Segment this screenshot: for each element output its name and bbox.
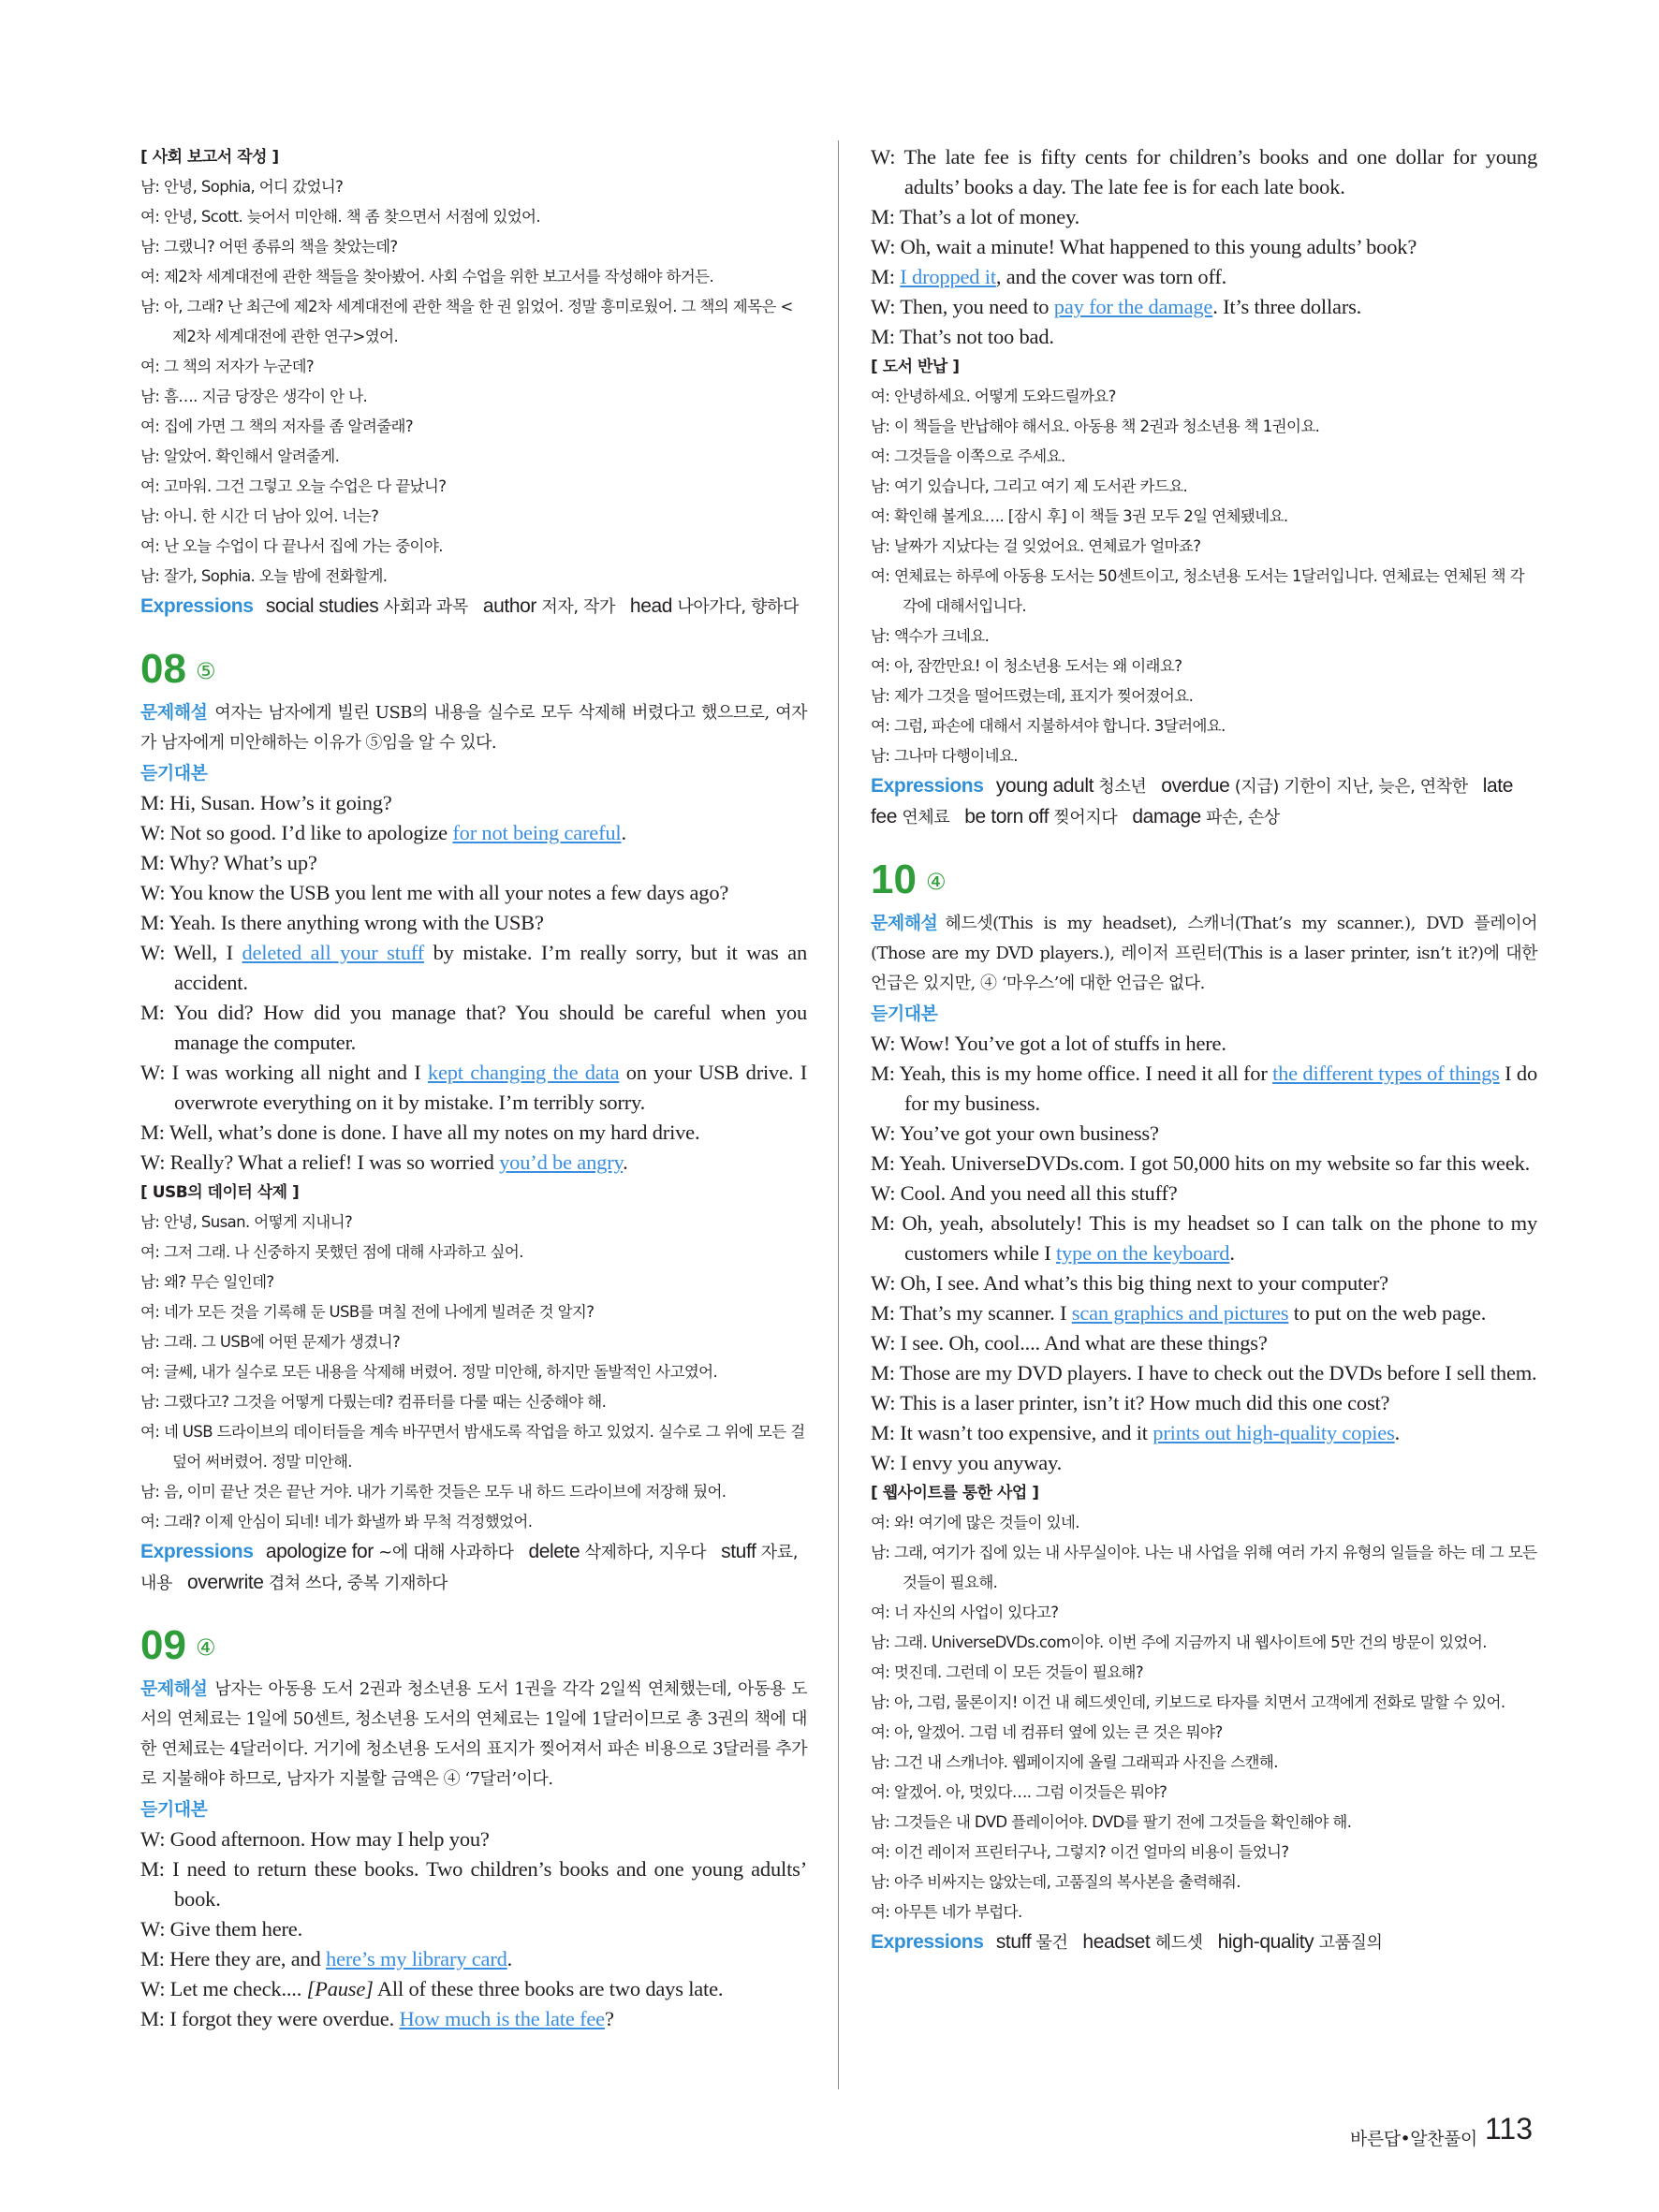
key-phrase: scan graphics and pictures [1071,1301,1289,1325]
translation-line: 남: 그건 내 스캐너야. 웹페이지에 올릴 그래픽과 사진을 스캔해. [871,1753,1278,1771]
key-phrase: deleted all your stuff [242,941,424,964]
translation-line: 여: 연체료는 하루에 아동용 도서는 50센트이고, 청소년용 도서는 1달러입니다. 연체료는 연체된 책 각각에 대해서입니다. [871,567,1524,615]
key-phrase: you’d be angry [499,1150,624,1174]
q09-script-continued [871,142,1537,352]
footer-label: 바른답•알찬풀이 [1350,2129,1477,2149]
script-text: . [621,821,626,844]
translation-line: 여: 그럼, 파손에 대해서 지불하셔야 합니다. 3달러에요. [871,717,1226,735]
script-text: W: Let me check.... [140,1977,307,2000]
script-line: W: You know the USB you lent me with all your notes a few days ago? [140,881,729,904]
translation-line: 남: 안녕, Susan. 어떻게 지내니? [140,1213,353,1231]
script-text: M: That’s my scanner. I [871,1301,1072,1325]
report-translation [140,172,807,592]
translation-line: 여: 확인해 볼게요…. [잠시 후] 이 책들 3권 모두 2일 연체됐네요. [871,507,1288,525]
translation-line: 여: 네가 모든 것을 기록해 둔 USB를 며칠 전에 나에게 빌려준 것 알지? [140,1303,595,1321]
script-line [871,1209,1537,1268]
script-text: W: I was working all night and I [140,1061,428,1084]
translation-line: 여: 네 USB 드라이브의 데이터들을 계속 바꾸면서 밤새도록 작업을 하고 있었지. 실수로 그 위에 모든 걸 덮어 써버렸어. 정말 미안해. [140,1423,805,1471]
script-line [140,1148,807,1178]
key-phrase: I dropped it [900,265,996,288]
translation-line: 남: 아, 그럼, 물론이지! 이건 내 헤드셋인데, 키보드로 타자를 치면서 고객에게 전화로 말할 수 있어. [871,1693,1505,1711]
translation-line: 여: 너 자신의 사업이 있다고? [871,1604,1059,1621]
expression-meaning: 저자, 작가 [541,597,615,617]
translation-line: 남: 아니. 한 시간 더 남아 있어. 너는? [140,507,379,525]
stage-direction: [Pause] [306,1977,374,2000]
translation-line: 여: 그것들을 이쪽으로 주세요. [871,447,1065,465]
script-line [871,1298,1537,1328]
script-text: I do for my business. [904,1062,1537,1115]
expressions-label: Expressions [871,775,984,797]
script-line: M: I need to return these books. Two children’s books and one young adults’ book. [140,1857,807,1911]
translation-line: 여: 그 책의 저자가 누군데? [140,358,315,375]
question-10-heading [871,854,1537,908]
key-phrase: for not being careful [452,821,622,844]
translation-line: 여: 아무튼 네가 부럽다. [871,1903,1022,1921]
q08-script [140,788,807,1178]
expression-term: young adult [995,775,1094,797]
translation-line: 남: 그래, 여기가 집에 있는 내 사무실이야. 나는 내 사업을 위해 여러 가지 유형의 일들을 하는 데 그 모든 것들이 필요해. [871,1544,1537,1591]
expressions-4 [871,1927,1537,1958]
translation-line: 남: 그래. 그 USB에 어떤 문제가 생겼니? [140,1333,401,1351]
answer-mark: ④ [195,1634,216,1661]
translation-line: 여: 안녕하세요. 어떻게 도와드릴까요? [871,388,1116,405]
translation-line: 남: 알았어. 확인해서 알려줄게. [140,447,340,465]
key-phrase: prints out high-quality copies [1152,1421,1395,1444]
q10-explanation [871,908,1537,999]
script-line: M: Well, what’s done is done. I have all my notes on my hard drive. [140,1121,700,1144]
translation-line: 여: 알겠어. 아, 멋있다…. 그럼 이것들은 뭐야? [871,1783,1167,1801]
script-text: . [623,1150,628,1174]
key-phrase: the different types of things [1272,1062,1500,1085]
translation-line: 남: 음, 이미 끝난 것은 끝난 거야. 내가 기록한 것들은 모두 내 하드 드라이브에 저장해 뒀어. [140,1483,727,1501]
translation-line: 여: 그래? 이제 안심이 되네! 네가 화낼까 봐 무척 걱정했었어. [140,1513,533,1531]
key-phrase: pay for the damage [1053,295,1213,318]
expressions-label: Expressions [871,1931,984,1953]
translation-line: 남: 액수가 크네요. [871,627,990,645]
expression-meaning: 자료, 내용 [140,1543,799,1593]
answer-mark: ⑤ [195,658,216,684]
script-text: by mistake. I’m really sorry, but it was an accident. [174,941,807,994]
translation-line: 여: 아, 알겠어. 그럼 네 컴퓨터 옆에 있는 큰 것은 뭐야? [871,1723,1223,1741]
script-line: W: Give them here. [140,1917,302,1941]
script-text: ? [604,2007,614,2030]
translation-line: 여: 난 오늘 수업이 다 끝나서 집에 가는 중이야. [140,537,443,555]
script-text: . [1394,1421,1401,1444]
script-line [140,938,807,998]
expression-meaning: ~에 대해 사과하다 [378,1543,514,1562]
expressions-2 [140,1537,807,1599]
script-line [140,1058,807,1118]
script-line: W: You’ve got your own business? [871,1121,1159,1145]
script-text: on your USB drive. I overwrote everything on it by mistake. I’m terribly sorry. [174,1061,807,1114]
script-text: . It’s three dollars. [1212,295,1362,318]
translation-line: 남: 흠…. 지금 당장은 생각이 안 나. [140,388,368,405]
script-line: M: You did? How did you manage that? You should be careful when you manage the computer. [140,1001,807,1054]
expressions-1 [140,592,807,623]
explanation-label: 문제해설 [871,913,938,933]
script-text: W: Not so good. I’d like to apologize [140,821,453,844]
translation-line: 남: 그랬다고? 그것을 어떻게 다뤘는데? 컴퓨터를 다룰 때는 신중해야 해. [140,1393,607,1411]
translation-line: 여: 아, 잠깐만요! 이 청소년용 도서는 왜 이래요? [871,657,1182,675]
translation-line: 여: 안녕, Scott. 늦어서 미안해. 책 좀 찾으면서 서점에 있었어. [140,208,541,226]
expression-term: apologize for [265,1541,374,1562]
column-divider [838,140,839,2089]
translation-line: 여: 글쎄, 내가 실수로 모든 내용을 삭제해 버렸어. 정말 미안해, 하지만 돌발적인 사고였어. [140,1363,718,1381]
expression-term: damage [1132,806,1201,828]
translation-line: 남: 왜? 무슨 일인데? [140,1273,274,1291]
script-text: All of these three books are two days late. [373,1977,724,2000]
question-08-heading [140,643,807,697]
expressions-label: Expressions [140,1541,254,1562]
script-text: M: It wasn’t too expensive, and it [871,1421,1153,1444]
expression-term: be torn off [964,806,1050,828]
script-text: M: Here they are, and [140,1947,327,1970]
expression-meaning: 연체료 [902,808,950,828]
expressions-label: Expressions [140,595,254,617]
translation-line: 남: 잘가, Sophia. 오늘 밤에 전화할게. [140,567,388,585]
expressions-3 [871,771,1537,833]
script-line [140,818,807,848]
key-phrase: here’s my library card [326,1947,507,1970]
translation-line: 남: 여기 있습니다, 그리고 여기 제 도서관 카드요. [871,477,1188,495]
translation-line: 남: 그것들은 내 DVD 플레이어야. DVD를 팔기 전에 그것들을 확인해야 해. [871,1813,1352,1831]
script-line: M: Those are my DVD players. I have to check out the DVDs before I sell them. [871,1361,1537,1384]
script-line [871,1418,1537,1448]
script-line: M: That’s not too bad. [871,325,1054,348]
expression-meaning: 파손, 손상 [1206,808,1280,828]
expression-term: author [482,595,537,617]
script-line: M: That’s a lot of money. [871,205,1080,228]
translation-line: 여: 그저 그래. 나 신중하지 못했던 점에 대해 사과하고 싶어. [140,1243,523,1261]
q09-explanation [140,1674,807,1795]
translation-line: 여: 집에 가면 그 책의 저자를 좀 알려줄래? [140,417,414,435]
expression-meaning: 겹쳐 쓰다, 중복 기재하다 [268,1574,448,1593]
script-line [871,262,1537,292]
section-title-report: [ 사회 보고서 작성 ] [140,148,279,167]
expression-meaning: 삭제하다, 지우다 [584,1543,707,1562]
translation-line: 남: 아주 비싸지는 않았는데, 고품질의 복사본을 출력해줘. [871,1873,1241,1891]
translation-line: 남: 안녕, Sophia, 어디 갔었니? [140,178,344,196]
expression-term: stuff [721,1541,756,1562]
return-translation [871,382,1537,771]
script-text: M: Yeah, this is my home office. I need it all for [871,1062,1273,1085]
expression-meaning: 헤드셋 [1154,1933,1203,1953]
script-text: M: [871,265,901,288]
question-number: 10 [871,857,917,902]
expression-meaning: 고품질의 [1318,1933,1383,1953]
q10-script [871,1029,1537,1478]
section-title-website: [ 웹사이트를 통한 사업 ] [871,1484,1039,1502]
translation-line: 여: 이건 레이저 프린터구나, 그렇지? 이건 얼마의 비용이 들었니? [871,1843,1289,1861]
script-line: M: Hi, Susan. How’s it going? [140,791,392,814]
q08-explanation [140,697,807,758]
script-line [871,292,1537,322]
expression-meaning: 나아가다, 향하다 [677,597,799,617]
script-label: 듣기대본 [140,763,208,784]
translation-line: 남: 아, 그래? 난 최근에 제2차 세계대전에 관한 책을 한 권 읽었어. 정말 흥미로웠어. 그 책의 제목은 <제2차 세계대전에 관한 연구>였어. [140,298,793,345]
translation-line: 남: 이 책들을 반납해야 해서요. 아동용 책 2권과 청소년용 책 1권이요. [871,417,1320,435]
script-text: W: Really? What a relief! I was so worried [140,1150,500,1174]
translation-line: 남: 날짜가 지났다는 걸 잊었어요. 연체료가 얼마죠? [871,537,1201,555]
script-line: W: Oh, I see. And what’s this big thing next to your computer? [871,1271,1388,1295]
translation-line: 여: 멋진데. 그런데 이 모든 것들이 필요해? [871,1663,1144,1681]
expression-meaning: 물건 [1035,1933,1068,1953]
script-text: . [507,1947,513,1970]
expression-meaning: 청소년 [1098,777,1147,797]
script-line: W: I see. Oh, cool.... And what are these things? [871,1331,1268,1355]
script-text: M: I forgot they were overdue. [140,2007,400,2030]
page-number: 113 [1485,2112,1534,2146]
script-text: to put on the web page. [1288,1301,1487,1325]
usb-translation [140,1208,807,1537]
translation-line: 남: 그랬니? 어떤 종류의 책을 찾았는데? [140,238,398,256]
script-line: W: This is a laser printer, isn’t it? How much did this one cost? [871,1391,1390,1414]
question-number: 08 [140,646,186,692]
script-line: W: I envy you anyway. [871,1451,1063,1474]
question-09-heading [140,1619,807,1674]
key-phrase: kept changing the data [427,1061,620,1084]
website-translation [871,1508,1537,1927]
script-text: M: Oh, yeah, absolutely! This is my headset so I can talk on the phone to my customers while I [871,1211,1537,1265]
key-phrase: How much is the late fee [399,2007,605,2030]
translation-line: 남: 그나마 다행이네요. [871,747,1018,765]
script-line: M: Why? What’s up? [140,851,317,874]
expression-term: head [629,595,673,617]
explanation-text: 남자는 아동용 도서 2권과 청소년용 도서 1권을 각각 2일씩 연체했는데, 아동용 도서의 연체료는 1일에 50센트, 청소년용 도서의 연체료는 1일에 1달러이므로 총 3권의 책에 대한 연체료는 4달러이다. 거기에 청소년용 도서의 표지가 찢어져서 파손 비용으로 3달러를 추가로 지불해야 하므로, 남자가 지불할 금액은 ④ ‘7달러’이다. [140,1679,807,1789]
expression-term: social studies [265,595,379,617]
expression-term: overdue [1161,775,1230,797]
script-line [140,1974,807,2004]
explanation-text: 여자는 남자에게 빌린 USB의 내용을 실수로 모두 삭제해 버렸다고 했으므로, 여자가 남자에게 미안해하는 이유가 ⑤임을 알 수 있다. [140,703,807,753]
translation-line: 여: 고마워. 그건 그렇고 오늘 수업은 다 끝났니? [140,477,447,495]
expression-term: high-quality [1217,1931,1314,1953]
script-line: W: Wow! You’ve got a lot of stuffs in here. [871,1032,1226,1055]
script-label: 듣기대본 [140,1799,208,1820]
answer-mark: ④ [925,869,947,895]
translation-line: 남: 제가 그것을 떨어뜨렸는데, 표지가 찢어졌어요. [871,687,1194,705]
script-text: W: Well, I [140,941,242,964]
section-title-usb: [ USB의 데이터 삭제 ] [140,1183,300,1202]
script-text: , and the cover was torn off. [995,265,1227,288]
script-line: M: Yeah. Is there anything wrong with the USB? [140,911,544,934]
script-line: W: Cool. And you need all this stuff? [871,1181,1178,1205]
expression-meaning: 사회과 과목 [383,597,468,617]
section-title-return: [ 도서 반납 ] [871,358,960,376]
expression-term: stuff [995,1931,1032,1953]
expression-meaning: 찢어지다 [1053,808,1118,828]
script-line [140,1944,807,1974]
left-column [140,142,807,2034]
expression-term: late fee [871,775,1513,828]
expression-meaning: (지급) 기한이 지난, 늦은, 연착한 [1234,777,1468,797]
script-line: M: Yeah. UniverseDVDs.com. I got 50,000 hits on my website so far this week. [871,1151,1531,1175]
translation-line: 여: 제2차 세계대전에 관한 책들을 찾아봤어. 사회 수업을 위한 보고서를 작성해야 하거든. [140,268,714,286]
expression-term: delete [528,1541,580,1562]
script-line [871,1059,1537,1119]
script-line [140,2004,807,2034]
explanation-label: 문제해설 [140,1678,208,1699]
explanation-text: 헤드셋(This is my headset), 스캐너(That’s my scanner.), DVD 플레이어(Those are my DVD players.), 레이저 프린터(This is a laser printer, isn’t it?)에 대한 언급은 있지만, ④ ‘마우스’에 대한 언급은 없다. [871,914,1537,993]
expression-term: overwrite [186,1572,264,1593]
script-text: W: Then, you need to [871,295,1054,318]
translation-line: 남: 그래. UniverseDVDs.com이야. 이번 주에 지금까지 내 웹사이트에 5만 건의 방문이 있었어. [871,1633,1487,1651]
question-number: 09 [140,1622,186,1668]
script-line: W: The late fee is fifty cents for children’s books and one dollar for young adults’ books a day. The late fee is for each late book. [871,145,1537,198]
right-column [871,142,1537,1958]
script-text: . [1229,1241,1235,1265]
script-line: W: Oh, wait a minute! What happened to this young adults’ book? [871,235,1417,258]
key-phrase: type on the keyboard [1056,1241,1230,1265]
q09-script [140,1824,807,2034]
script-line: W: Good afternoon. How may I help you? [140,1827,490,1851]
explanation-label: 문제해설 [140,702,208,723]
expression-term: headset [1082,1931,1151,1953]
script-label: 듣기대본 [871,1003,938,1024]
translation-line: 여: 와! 여기에 많은 것들이 있네. [871,1514,1079,1531]
